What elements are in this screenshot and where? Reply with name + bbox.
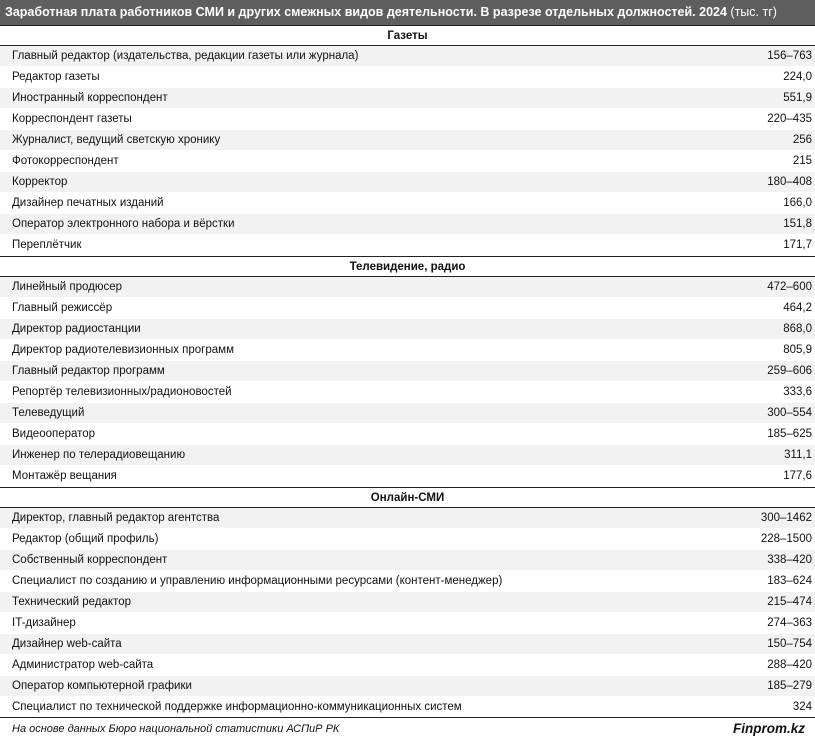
salary-value: 551,9 [783,92,812,104]
salary-value: 185–279 [767,680,812,692]
table-row [0,235,815,256]
table-row [0,529,815,550]
salary-value: 805,9 [783,344,812,356]
table-row [0,697,815,718]
salary-value: 171,7 [783,239,812,251]
position-label: Главный редактор программ [12,365,165,377]
position-label: Дизайнер печатных изданий [12,197,164,209]
position-label: Видеооператор [12,428,96,440]
salary-value: 338–420 [767,554,812,566]
salary-value: 220–435 [767,113,812,125]
salary-value: 183–624 [767,575,812,587]
position-label: Иностранный корреспондент [12,92,168,104]
source-note: На основе данных Бюро национальной статистики АСПиР РК [12,722,340,735]
salary-value: 166,0 [783,197,812,209]
position-label: Инженер по телерадиовещанию [12,449,186,461]
salary-table [0,25,815,718]
table-row [0,613,815,634]
table-row [0,109,815,130]
position-label: Линейный продюсер [12,281,123,293]
table-row [0,445,815,466]
position-label: Администратор web-сайта [12,659,154,671]
position-label: Собственный корреспондент [12,554,168,566]
salary-value: 311,1 [784,449,812,461]
salary-value: 300–1462 [760,512,812,524]
table-row [0,46,815,67]
salary-value: 185–625 [767,428,812,440]
position-label: Корреспондент газеты [12,113,132,125]
table-row [0,403,815,424]
salary-value: 300–554 [767,407,812,419]
table-row [0,151,815,172]
salary-value: 324 [792,701,812,713]
position-label: Директор, главный редактор агентства [12,512,220,524]
table-row [0,340,815,361]
table-row [0,382,815,403]
table-row [0,466,815,487]
footer [0,717,815,739]
salary-value: 333,6 [783,386,812,398]
position-label: Журналист, ведущий светскую хронику [12,134,221,146]
section-header: Газеты [0,25,815,46]
position-label: Корректор [12,176,68,188]
table-row [0,193,815,214]
table-row [0,676,815,697]
position-label: Переплётчик [12,239,82,251]
brand-logo: Finprom.kz [732,721,805,736]
position-label: Директор радиостанции [12,323,141,335]
salary-value: 288–420 [767,659,812,671]
salary-value: 228–1500 [760,533,812,545]
position-label: Главный редактор (издательства, редакции газеты или журнала) [12,50,359,62]
salary-value: 215–474 [767,596,812,608]
table-row [0,277,815,298]
position-label: Редактор (общий профиль) [12,533,159,545]
table-row [0,550,815,571]
table-row [0,592,815,613]
table-row [0,298,815,319]
position-label: Репортёр телевизионных/радионовостей [12,386,232,398]
salary-value: 472–600 [767,281,812,293]
position-label: IT-дизайнер [12,617,76,629]
position-label: Оператор электронного набора и вёрстки [12,218,235,230]
position-label: Телеведущий [12,407,85,419]
title-unit: (тыс. тг) [730,5,777,19]
salary-value: 224,0 [783,71,812,83]
position-label: Редактор газеты [12,71,100,83]
salary-value: 180–408 [767,176,812,188]
position-label: Монтажёр вещания [12,470,117,482]
section-header: Телевидение, радио [0,256,815,277]
table-row [0,655,815,676]
salary-value: 215 [792,155,812,167]
table-row [0,571,815,592]
table-title [0,0,815,25]
table-row [0,508,815,529]
salary-value: 274–363 [767,617,812,629]
table-row [0,634,815,655]
salary-value: 868,0 [783,323,812,335]
position-label: Технический редактор [12,596,131,608]
table-row [0,424,815,445]
table-row [0,88,815,109]
table-row [0,319,815,340]
section-header: Онлайн-СМИ [0,487,815,508]
position-label: Дизайнер web-сайта [12,638,122,650]
position-label: Специалист по созданию и управлению информационными ресурсами (контент-менеджер) [12,575,503,587]
table-row [0,214,815,235]
salary-value: 464,2 [783,302,812,314]
salary-value: 259–606 [767,365,812,377]
salary-value: 177,6 [783,470,812,482]
salary-value: 156–763 [767,50,812,62]
title-text: Заработная плата работников СМИ и других смежных видов деятельности. В разрезе отдельных должностей. 2024 [5,5,727,19]
position-label: Директор радиотелевизионных программ [12,344,234,356]
table-row [0,130,815,151]
table-row [0,361,815,382]
salary-value: 150–754 [767,638,812,650]
position-label: Фотокорреспондент [12,155,119,167]
table-row [0,67,815,88]
salary-value: 256 [792,134,812,146]
position-label: Оператор компьютерной графики [12,680,192,692]
position-label: Главный режиссёр [12,302,113,314]
table-row [0,172,815,193]
position-label: Специалист по технической поддержке информационно-коммуникационных систем [12,701,462,713]
salary-value: 151,8 [783,218,812,230]
